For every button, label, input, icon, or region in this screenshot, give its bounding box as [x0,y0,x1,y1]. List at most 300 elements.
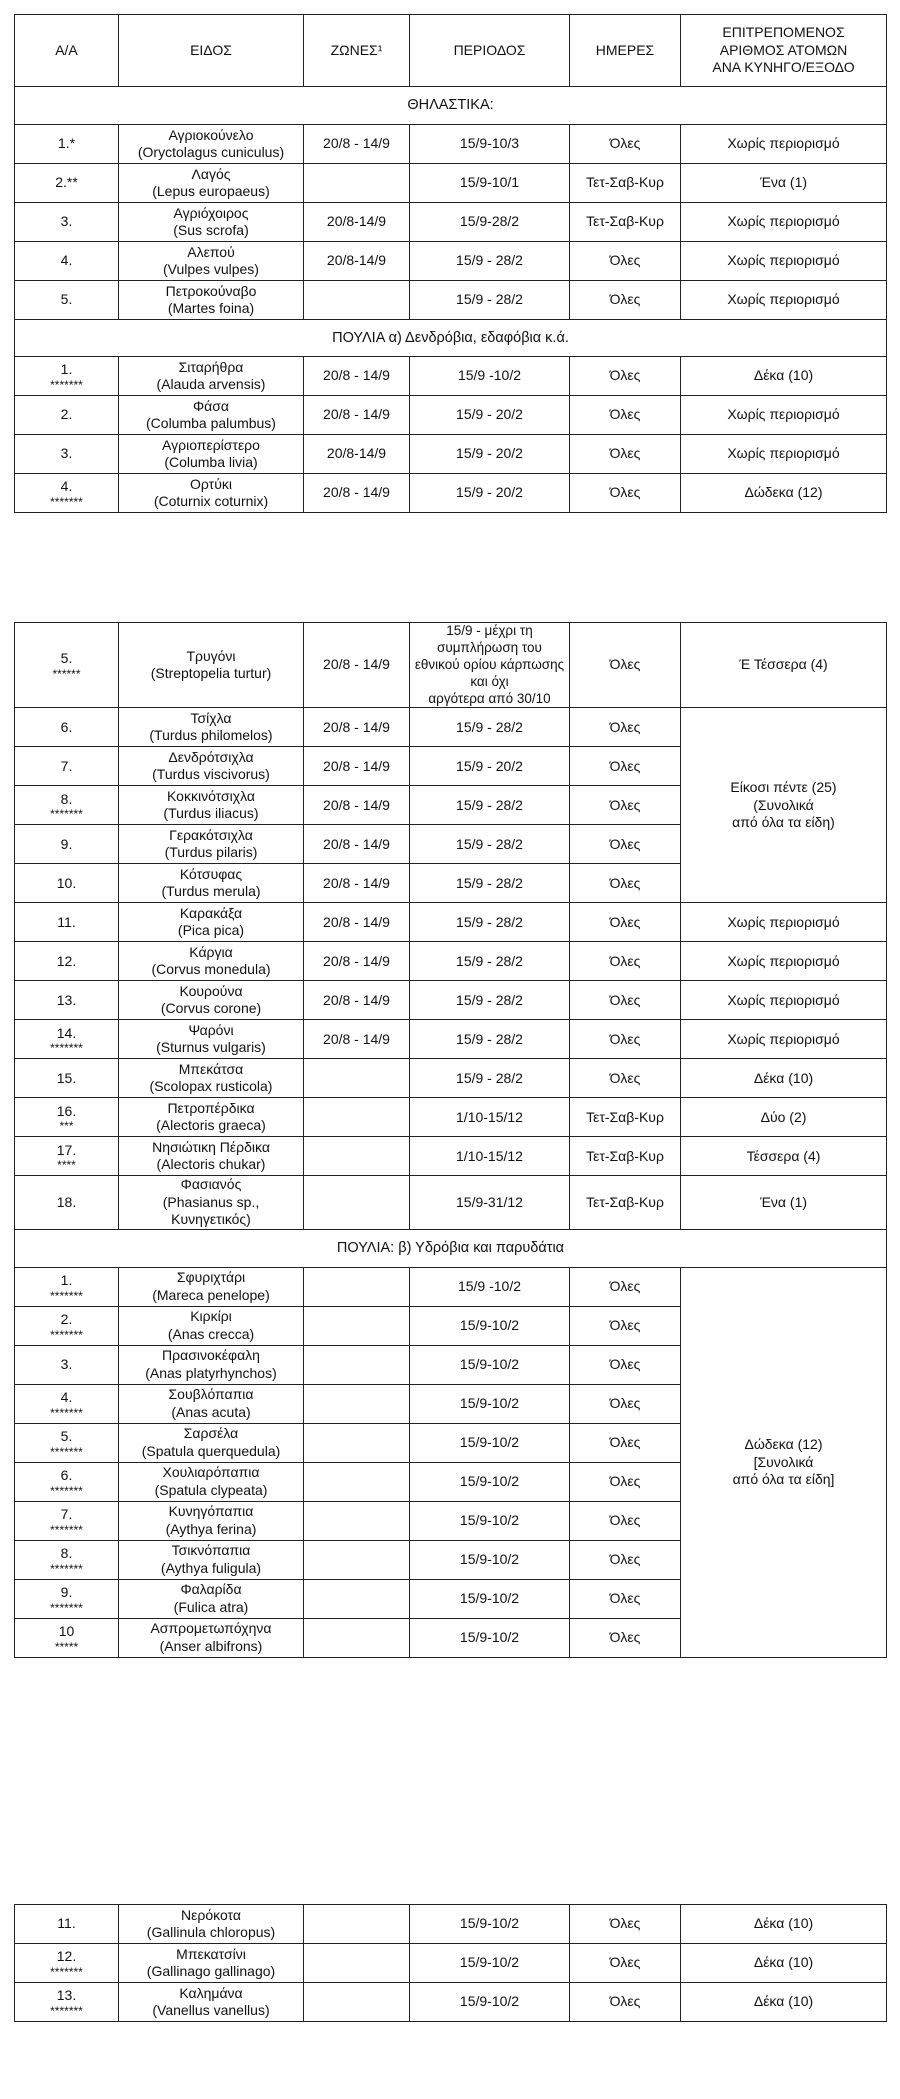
species-cell [119,623,304,708]
days-cell: Τετ-Σαβ-Κυρ [570,1098,681,1137]
days-cell: Όλες [570,281,681,320]
days-cell: Όλες [570,942,681,981]
row-stars: ******* [50,1600,83,1615]
species-name: Σουβλόπαπια [168,1386,254,1403]
zones-cell [304,1983,410,2022]
species-name: Τσίχλα [190,709,232,726]
period-cell: 15/9-10/2 [410,1540,570,1579]
limit-cell: Ένα (1) [681,164,887,203]
table-row [15,1137,887,1176]
row-number [15,1267,119,1306]
birds-a-rows [15,357,887,513]
row-number [15,1020,119,1059]
table-header-row [15,15,887,87]
zones-cell [304,164,410,203]
row-number-text: 8. [60,1545,73,1562]
row-stars: ******* [50,1041,83,1056]
species-cell [119,1618,304,1657]
species-scientific: (Aythya ferina) [165,1520,257,1537]
row-number [15,125,119,164]
row-number [15,203,119,242]
species-name: Μπεκάτσα [178,1060,244,1077]
limit-cell: Τέσσερα (4) [681,1137,887,1176]
days-cell: Όλες [570,981,681,1020]
row-number-text: 12. [56,952,77,969]
table-row [15,1267,887,1306]
header-days: ΗΜΕΡΕΣ [570,15,681,87]
period-cell: 15/9 - 28/2 [410,281,570,320]
birds-a-rows-continued [15,903,887,1230]
species-scientific: (Oryctolagus cuniculus) [137,144,285,160]
limit-line: Δώδεκα (12) [744,1436,823,1453]
header-limit-line: ΑΡΙΘΜΟΣ ΑΤΟΜΩΝ [719,41,848,58]
row-number-text: 1. [60,1272,73,1289]
species-name: Κοκκινότσιχλα [167,787,255,804]
species-scientific: (Mareca penelope) [152,1286,270,1303]
species-name: Πετροκούναβο [165,282,257,299]
days-cell: Όλες [570,623,681,708]
row-number-text: 11. [57,913,76,930]
row-stars: ******* [50,1522,83,1537]
zones-cell [304,1137,410,1176]
species-scientific: (Aythya fuligula) [160,1559,262,1576]
species-cell [119,1384,304,1423]
species-scientific: (Turdus philomelos) [149,727,273,744]
zones-cell [304,1540,410,1579]
period-cell: 15/9 - 28/2 [410,864,570,903]
zones-cell [304,1423,410,1462]
row-number-text: 3. [60,213,73,230]
days-cell: Τετ-Σαβ-Κυρ [570,1137,681,1176]
species-name: Λαγός [191,165,231,182]
row-number-text: 15. [56,1069,77,1086]
zones-cell: 20/8 - 14/9 [304,474,410,513]
limit-cell: Χωρίς περιορισμό [681,281,887,320]
species-cell [119,1306,304,1345]
row-number-text: 13. [56,991,77,1008]
zones-cell: 20/8 - 14/9 [304,623,410,708]
row-number [15,1944,119,1983]
header-limit-line: ΑΝΑ ΚΥΝΗΓΟ/ΕΞΟΔΟ [712,59,855,76]
period-cell: 15/9-10/2 [410,1423,570,1462]
period-cell: 15/9 - 28/2 [410,1020,570,1059]
row-number [15,1059,119,1098]
limit-cell: Δέκα (10) [681,1983,887,2022]
zones-cell [304,1384,410,1423]
species-name: Νερόκοτα [181,1906,241,1923]
zones-cell: 20/8 - 14/9 [304,981,410,1020]
period-cell: 15/9-10/2 [410,1905,570,1944]
species-scientific: (Anas crecca) [167,1325,255,1342]
header-zones: ΖΩΝΕΣ¹ [304,15,410,87]
row-number-text: 4. [60,478,73,495]
row-number-text: 4. [60,252,73,269]
species-scientific: (Gallinago gallinago) [146,1963,276,1979]
row-number-text: 6. [60,718,73,735]
row-number [15,942,119,981]
table-row [15,1944,887,1983]
row-number [15,825,119,864]
species-name: Δενδρότσιχλα [168,748,254,765]
period-cell: 15/9-10/3 [410,125,570,164]
period-cell: 15/9-28/2 [410,203,570,242]
days-cell: Όλες [570,125,681,164]
zones-cell [304,1618,410,1657]
row-number-text: 7. [60,757,73,774]
limit-line: Είκοσι πέντε (25) [730,779,837,796]
limit-cell-merged [681,708,887,903]
species-cell [119,203,304,242]
days-cell: Όλες [570,357,681,396]
zones-cell: 20/8 - 14/9 [304,825,410,864]
zones-cell: 20/8-14/9 [304,242,410,281]
row-stars: ***** [54,1639,79,1654]
row-number [15,435,119,474]
row-stars: ******* [50,1327,83,1342]
days-cell: Όλες [570,1540,681,1579]
header-period: ΠΕΡΙΟΔΟΣ [410,15,570,87]
row-number [15,1306,119,1345]
period-cell: 15/9 - 28/2 [410,825,570,864]
table-row [15,1176,887,1230]
row-number [15,1540,119,1579]
species-scientific: (Alectoris chukar) [156,1156,266,1173]
row-number-text: 16. [56,1102,77,1119]
period-cell: 15/9-10/2 [410,1345,570,1384]
row-number [15,786,119,825]
period-cell: 15/9 -10/2 [410,357,570,396]
zones-cell: 20/8 - 14/9 [304,864,410,903]
species-scientific: (Vulpes vulpes) [163,261,259,277]
species-scientific: (Gallinula chloropus) [146,1924,276,1940]
species-scientific: (Sturnus vulgaris) [156,1039,266,1056]
species-cell [119,786,304,825]
species-cell [119,1020,304,1059]
row-number-text: 1. [60,361,73,378]
period-cell: 15/9 - 28/2 [410,242,570,281]
row-stars: *** [59,1119,74,1134]
limit-cell: Χωρίς περιορισμό [681,203,887,242]
zones-cell: 20/8 - 14/9 [304,747,410,786]
species-scientific: (Alectoris graeca) [156,1117,266,1134]
species-name: Γερακότσιχλα [169,826,253,843]
zones-cell [304,1098,410,1137]
species-scientific: (Anser albifrons) [159,1637,263,1654]
table-row [15,1983,887,2022]
table-row [15,1905,887,1944]
species-name: Ψαρόνι [188,1021,234,1038]
species-name: Φάσα [193,397,229,414]
species-name: Κιρκίρι [190,1308,232,1325]
row-number [15,1983,119,2022]
species-name: Κάργια [189,943,233,960]
period-cell: 15/9-10/2 [410,1306,570,1345]
species-cell [119,281,304,320]
period-cell: 1/10-15/12 [410,1098,570,1137]
hunting-table-part-2 [14,622,887,1658]
row-number-text: 17. [56,1141,77,1158]
row-stars: ******* [50,377,83,392]
days-cell: Όλες [570,1267,681,1306]
species-scientific: (Scolopax rusticola) [149,1078,273,1095]
row-number [15,281,119,320]
limit-cell: Έ Τέσσερα (4) [681,623,887,708]
zones-cell [304,1501,410,1540]
hunting-table-part-1 [14,14,887,513]
row-number-text: 5. [60,650,73,667]
species-name: Φαλαρίδα [180,1581,242,1598]
row-number [15,1098,119,1137]
species-scientific: (Columba livia) [164,454,258,470]
days-cell: Τετ-Σαβ-Κυρ [570,164,681,203]
zones-cell: 20/8 - 14/9 [304,125,410,164]
days-cell: Όλες [570,474,681,513]
days-cell: Όλες [570,903,681,942]
row-number-text: 10 [58,1623,75,1640]
species-name: Ασπρομετωπόχηνα [150,1620,272,1637]
table-row [15,281,887,320]
thrush-rows [15,708,887,903]
limit-cell: Ένα (1) [681,1176,887,1230]
days-cell: Τετ-Σαβ-Κυρ [570,203,681,242]
period-cell: 15/9 - 20/2 [410,435,570,474]
section-title-birds-a: ΠΟΥΛΙΑ α) Δενδρόβια, εδαφόβια κ.ά. [15,320,887,357]
species-scientific: (Turdus pilaris) [164,844,258,861]
days-cell: Όλες [570,1423,681,1462]
period-cell: 15/9-10/2 [410,1618,570,1657]
days-cell: Όλες [570,1983,681,2022]
zones-cell: 20/8 - 14/9 [304,357,410,396]
row-number [15,1501,119,1540]
row-number [15,708,119,747]
table-row [15,203,887,242]
row-number [15,981,119,1020]
species-name: Φασιανός [180,1176,242,1193]
days-cell: Όλες [570,1905,681,1944]
row-number-text: 9. [60,1584,73,1601]
row-number [15,357,119,396]
species-name: Σαρσέλα [183,1425,239,1442]
row-number [15,474,119,513]
period-cell: 15/9-10/2 [410,1944,570,1983]
limit-cell: Χωρίς περιορισμό [681,242,887,281]
period-cell: 15/9-10/2 [410,1983,570,2022]
row-number [15,1423,119,1462]
row-number-text: 5. [60,291,73,308]
table-row [15,242,887,281]
species-name: Πρασινοκέφαλη [162,1347,260,1364]
species-cell [119,357,304,396]
section-row [15,1229,887,1267]
species-scientific: (Lepus europaeus) [152,183,270,199]
days-cell: Όλες [570,396,681,435]
species-name: Νησιώτικη Πέρδικα [152,1138,270,1155]
species-scientific: (Phasianus sp., Κυνηγετικός) [162,1193,260,1228]
species-cell [119,1540,304,1579]
waterfowl-rows-continued [15,1905,887,2022]
row-stars: ******* [50,1964,83,1979]
days-cell: Όλες [570,1462,681,1501]
period-cell: 15/9-10/1 [410,164,570,203]
row-stars: ******* [50,1405,83,1420]
period-cell: 15/9-10/2 [410,1501,570,1540]
zones-cell: 20/8 - 14/9 [304,1020,410,1059]
row-stars: ******* [50,1561,83,1576]
period-cell: 15/9 - 20/2 [410,747,570,786]
table-row [15,164,887,203]
species-scientific: (Spatula querquedula) [141,1442,281,1459]
table-row [15,708,887,747]
row-number-text: 3. [60,445,73,462]
row-number-text: 4. [60,1389,73,1406]
row-number-text: 2.** [55,174,78,191]
species-name: Αγριόχοιρος [173,204,249,221]
header-limit [681,15,887,87]
table-row [15,942,887,981]
species-name: Κυνηγόπαπια [168,1503,254,1520]
species-name: Πετροπέρδικα [167,1099,255,1116]
species-name: Τρυγόνι [186,647,236,664]
row-number-text: 14. [56,1024,77,1041]
days-cell: Όλες [570,1306,681,1345]
species-name: Κότσυφας [179,865,243,882]
days-cell: Όλες [570,708,681,747]
species-cell [119,242,304,281]
period-cell: 15/9-10/2 [410,1579,570,1618]
days-cell: Όλες [570,1345,681,1384]
table-row [15,981,887,1020]
row-number [15,747,119,786]
days-cell: Όλες [570,1059,681,1098]
species-name: Σφυριχτάρι [176,1269,246,1286]
species-cell [119,708,304,747]
species-scientific: (Corvus monedula) [151,961,271,978]
row-number-text: 9. [60,835,73,852]
row-number [15,1384,119,1423]
period-line: εθνικού ορίου κάρπωσης και όχι [414,656,565,689]
row-stars: ******* [50,1444,83,1459]
row-number [15,903,119,942]
zones-cell: 20/8-14/9 [304,435,410,474]
zones-cell [304,1944,410,1983]
species-cell [119,1176,304,1230]
species-scientific: (Turdus iliacus) [163,805,259,822]
species-cell [119,1944,304,1983]
days-cell: Όλες [570,786,681,825]
limit-cell: Χωρίς περιορισμό [681,396,887,435]
waterfowl-rows [15,1267,887,1657]
table-row [15,1059,887,1098]
limit-cell: Χωρίς περιορισμό [681,981,887,1020]
species-name: Αγριοπερίστερο [162,436,260,453]
zones-cell [304,1462,410,1501]
row-stars: ******* [50,807,83,822]
row-number [15,1176,119,1230]
species-name: Τσικνόπαπια [171,1542,251,1559]
row-stars: ****** [52,666,81,681]
row-number [15,1618,119,1657]
species-scientific: (Coturnix coturnix) [153,493,269,509]
section-row [15,320,887,357]
species-cell [119,396,304,435]
species-name: Σιταρήθρα [178,358,244,375]
row-number [15,1137,119,1176]
table-row [15,125,887,164]
row-number [15,864,119,903]
table-row [15,1020,887,1059]
species-cell [119,747,304,786]
days-cell: Όλες [570,1020,681,1059]
hunting-table-part-3 [14,1904,887,2022]
table-row [15,903,887,942]
days-cell: Όλες [570,825,681,864]
row-number-text: 1.* [57,135,76,152]
limit-line: από όλα τα είδη] [732,1471,835,1488]
header-aa: Α/Α [15,15,119,87]
species-cell [119,1345,304,1384]
row-stars: ******* [50,2003,83,2018]
row-number [15,1462,119,1501]
period-cell: 15/9 - 20/2 [410,396,570,435]
species-scientific: (Alauda arvensis) [156,376,266,392]
row-number-text: 7. [60,1506,73,1523]
zones-cell: 20/8 - 14/9 [304,903,410,942]
species-scientific: (Pica pica) [177,922,245,939]
species-name: Χουλιαρόπαπια [162,1464,260,1481]
species-scientific: (Martes foina) [167,300,255,316]
days-cell: Όλες [570,1618,681,1657]
species-scientific: (Streptopelia turtur) [150,665,272,682]
row-stars: ******* [50,494,83,509]
section-title-mammals: ΘΗΛΑΣΤΙΚΑ: [15,87,887,125]
species-cell [119,1905,304,1944]
table-row [15,623,887,708]
species-cell [119,474,304,513]
limit-cell: Χωρίς περιορισμό [681,125,887,164]
row-stars: ******* [50,1288,83,1303]
species-name: Καλημάνα [179,1984,243,2001]
zones-cell: 20/8 - 14/9 [304,786,410,825]
days-cell: Όλες [570,864,681,903]
limit-cell: Χωρίς περιορισμό [681,942,887,981]
limit-cell: Δύο (2) [681,1098,887,1137]
row-number-text: 13. [56,1987,77,2004]
days-cell: Όλες [570,242,681,281]
days-cell: Όλες [570,747,681,786]
period-line: 15/9 - μέχρι τη συμπλήρωση του [437,623,542,655]
row-number-text: 12. [56,1948,77,1965]
days-cell: Όλες [570,1384,681,1423]
table-row [15,1098,887,1137]
row-stars: ******* [50,1483,83,1498]
zones-cell [304,1176,410,1230]
species-cell [119,164,304,203]
section-row [15,87,887,125]
row-number [15,1905,119,1944]
row-number-text: 2. [60,406,73,423]
section-title-birds-b: ΠΟΥΛΙΑ: β) Υδρόβια και παρυδάτια [15,1229,887,1267]
species-name: Αγριοκούνελο [168,126,254,143]
period-cell: 15/9 - 28/2 [410,981,570,1020]
zones-cell [304,281,410,320]
row-number-text: 11. [57,1915,76,1932]
species-scientific: (Spatula clypeata) [154,1481,268,1498]
zones-cell [304,1059,410,1098]
period-cell [410,623,570,708]
days-cell: Όλες [570,1944,681,1983]
period-cell: 15/9 - 28/2 [410,903,570,942]
period-cell: 15/9-10/2 [410,1462,570,1501]
